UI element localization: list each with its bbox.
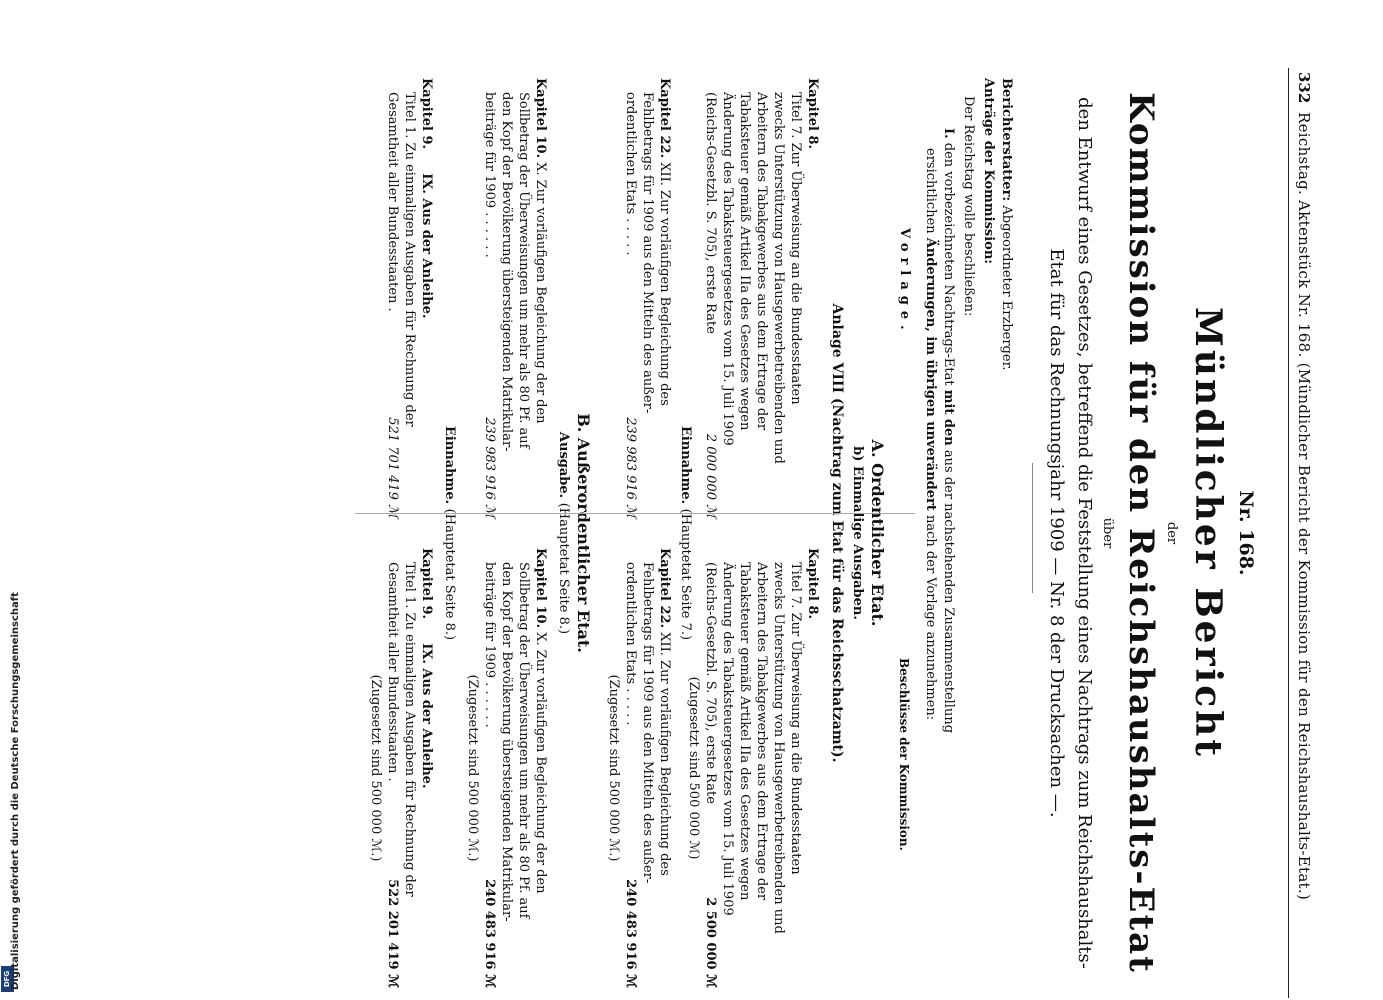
document-page <box>15 68 1315 998</box>
section-a-title: A. Ordentlicher Etat. <box>868 439 887 627</box>
page-number: 332 <box>1295 72 1313 104</box>
kap9-left-amount: 521 701 419 ℳ <box>385 417 400 518</box>
ausgabe-heading: Ausgabe. (Hauptetat Seite 8.) <box>556 431 571 635</box>
rapporteur-line <box>997 78 1015 371</box>
rapporteur-name: Abgeordneter Erzberger. <box>999 205 1014 371</box>
section-a-sub: b) Einmalige Ausgaben. <box>850 446 865 620</box>
column-divider <box>355 513 915 514</box>
kap22-left-amount: 239 983 916 ℳ <box>623 417 638 518</box>
kap10-right-amount: 240 483 916 ℳ <box>482 879 497 988</box>
running-header <box>1288 68 1315 998</box>
credit-text: Digitalisierung gefördert durch die Deutsche Forschungsgemeinschaft <box>10 592 21 990</box>
kap22-right: Kapitel 22. XII. Zur vorläufigen Begleichung des Fehlbetrags für 1909 aus den Mitteln des außer- ordentlichen Etats . . . . . 240 483 916 ℳ (Zugesetzt sind 500 000 ℳ.) <box>606 548 672 988</box>
right-column-heading: Beschlüsse der Kommission. <box>897 658 911 851</box>
kap8-left-amount: 2 000 000 ℳ <box>703 433 718 518</box>
kap9-right-note: (Zugesetzt sind 500 000 ℳ.) <box>368 674 383 862</box>
kap10-right: Kapitel 10. X. Zur vorläufigen Begleichung der den Sollbetrag der Überweisungen um mehr als 80 Pf. auf den Kopf der Bevölkerung übersteigenden Matrikular- beiträge für 1909 . . . . . . 240 483 916 ℳ (Zugesetzt sind 500 000 ℳ.) <box>465 548 548 988</box>
title-divider <box>1032 463 1033 593</box>
kap10-right-note: (Zugesetzt sind 500 000 ℳ.) <box>465 674 480 862</box>
section-b-title: B. Außerordentlicher Etat. <box>574 413 593 653</box>
kap10-left: Kapitel 10. X. Zur vorläufigen Begleichung der den Sollbetrag der Überweisungen um mehr als 80 Pf. auf den Kopf der Bevölkerung übersteigenden Matrikular- beiträge für 1909 . . . . . . 239 983 916 ℳ <box>482 78 548 518</box>
motion-number: I. <box>941 128 956 139</box>
kap8-left: Kapitel 8. Titel 7. Zur Überweisung an die Bundesstaaten zwecks Unterstützung von Hausgewerbetreibenden und Arbeitern des Tabakgewerbes aus dem Ertrage der Tabaksteuer gemäß Artikel IIa des Gesetzes wegen Änderung des Tabaksteuergesetzes vom 15. Juli 1909 (Reichs-Gesetzbl. S. 705), erste Rate 2 000 000 ℳ <box>703 78 820 518</box>
anlage-title: Anlage VIII (Nachtrag zum Etat für das Reichsschatzamt). <box>829 303 845 763</box>
kap22-left: Kapitel 22. XII. Zur vorläufigen Begleichung des Fehlbetrags für 1909 aus den Mitteln des außer- ordentlichen Etats . . . . . 239 983 916 ℳ <box>623 78 672 518</box>
kap22-right-amount: 240 483 916 ℳ <box>623 879 638 988</box>
commission-title: Kommission für den Reichshaushalts-Etat <box>1121 92 1161 974</box>
einnahme-2: Einnahme. (Hauptetat Seite 8.) <box>442 425 457 641</box>
subject-line-2: Etat für das Rechnungsjahr 1909 — Nr. 8 der Drucksachen —. <box>1046 248 1067 818</box>
kap10-left-amount: 239 983 916 ℳ <box>482 417 497 518</box>
digitization-credit <box>0 0 21 1000</box>
commission-motions: Anträge der Kommission: <box>981 78 996 265</box>
kap8-right-amount: 2 500 000 ℳ <box>703 897 718 988</box>
title-ueber: über <box>1100 517 1115 549</box>
document-number: Nr. 168. <box>1235 490 1257 576</box>
motion-item-1-cont: ersichtlichen Änderungen, im übrigen unverändert nach der Vorlage anzunehmen: <box>923 148 938 721</box>
einnahme-1: Einnahme. (Hauptetat Seite 7.) <box>678 425 693 641</box>
rapporteur-label: Berichterstatter: <box>999 78 1014 202</box>
kap8-right-note: (Zugesetzt sind 500 000 ℳ) <box>686 676 701 860</box>
kap8-cap-left: Kapitel 8. <box>805 78 820 150</box>
kap9-right: Kapitel 9. IX. Aus der Anleihe. Titel 1. Zu einmaligen Ausgaben für Rechnung der Gesamtheit aller Bundesstaaten . 522 201 419 ℳ (Zugesetzt sind 500 000 ℳ.) <box>368 548 434 988</box>
subject-line-1: den Entwurf eines Gesetzes, betreffend die Feststellung eines Nachtrags zum Reichshaushalts- <box>1074 97 1095 969</box>
dfg-logo: DFG <box>1 966 14 992</box>
kap9-left: Kapitel 9. IX. Aus der Anleihe. Titel 1. Zu einmaligen Ausgaben für Rechnung der Gesamtheit aller Bundesstaaten . 521 701 419 ℳ <box>385 78 434 518</box>
resolution-line: Der Reichstag wolle beschließen: <box>961 96 976 317</box>
kap9-right-amount: 522 201 419 ℳ <box>385 879 400 988</box>
title-der: der <box>1164 521 1179 545</box>
kap8-cap-right: Kapitel 8. <box>805 548 820 620</box>
left-column-heading: Vorlage. <box>897 228 912 336</box>
motion-item-1: I. den vorbezeichneten Nachtrags-Etat mit den aus der nachstehenden Zusammenstellung <box>941 128 956 734</box>
running-title: Reichstag. Aktenstück Nr. 168. (Mündlicher Bericht der Kommission für den Reichshaushalts-Etat.) <box>1295 112 1313 901</box>
kap22-right-note: (Zugesetzt sind 500 000 ℳ.) <box>606 674 621 862</box>
document-title: Mündlicher Bericht <box>1187 307 1229 759</box>
kap8-right: Kapitel 8. Titel 7. Zur Überweisung an die Bundesstaaten zwecks Unterstützung von Hausgewerbetreibenden und Arbeitern des Tabakgewerbes aus dem Ertrage der Tabaksteuer gemäß Artikel IIa des Gesetzes wegen Änderung des Tabaksteuergesetzes vom 15. Juli 1909 (Reichs-Gesetzbl. S. 705), erste Rate 2 500 000 ℳ (Zugesetzt sind 500 000 ℳ) <box>686 548 820 988</box>
